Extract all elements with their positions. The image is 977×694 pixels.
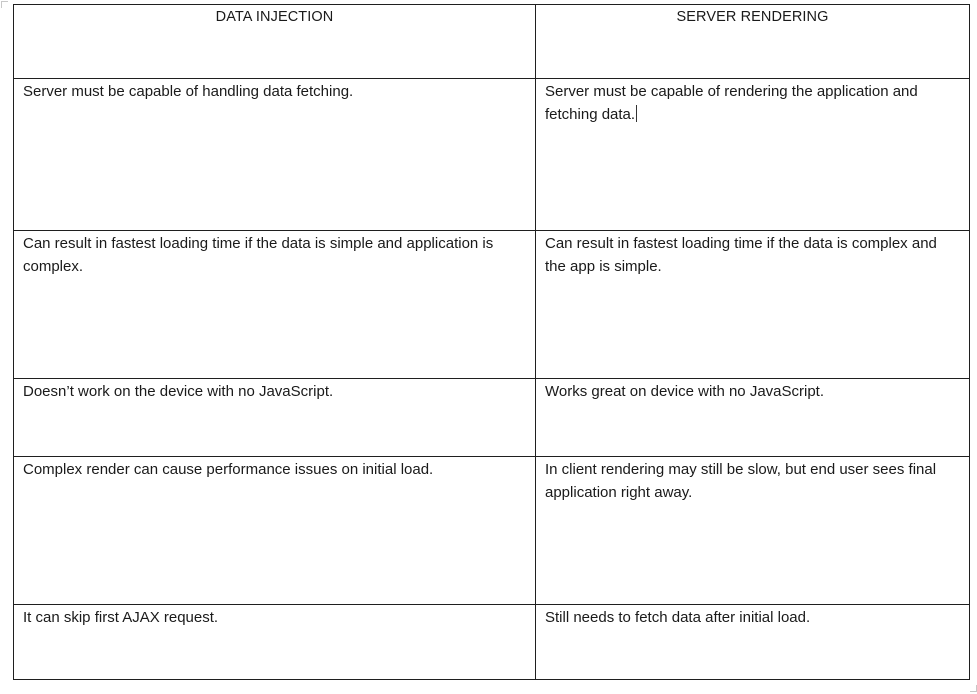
table-row (14, 79, 970, 231)
cell-text (536, 79, 969, 126)
table-row (14, 231, 970, 379)
cell-text-content: Server must be capable of rendering the application and fetching data. (545, 83, 918, 123)
page-corner-marker (1, 1, 8, 8)
comparison-table (13, 4, 970, 680)
table-cell[interactable] (536, 379, 970, 457)
cell-text: Still needs to fetch data after initial load. (545, 609, 811, 626)
text-cursor (636, 105, 637, 122)
table-cell[interactable] (536, 231, 970, 379)
table-row (14, 605, 970, 680)
cell-text: In client rendering may still be slow, but end user sees final application right away. (545, 461, 937, 501)
table-cell[interactable] (14, 379, 536, 457)
table-cell[interactable] (14, 231, 536, 379)
table-cell[interactable] (536, 457, 970, 605)
table-cell[interactable] (14, 605, 536, 680)
cell-text: Can result in fastest loading time if the data is complex and the app is simple. (545, 235, 937, 275)
cell-text: It can skip first AJAX request. (23, 609, 219, 626)
table-cell[interactable] (14, 79, 536, 231)
page-corner-marker (970, 685, 977, 692)
header-server-rendering[interactable]: SERVER RENDERING (536, 5, 970, 79)
header-data-injection[interactable]: DATA INJECTION (14, 5, 536, 79)
cell-text: Can result in fastest loading time if the data is simple and application is complex. (23, 235, 494, 275)
cell-text: Server must be capable of handling data fetching. (23, 83, 354, 100)
cell-text: Doesn’t work on the device with no JavaScript. (23, 383, 334, 400)
cell-text: Works great on device with no JavaScript. (545, 383, 825, 400)
table-row (14, 379, 970, 457)
table-cell[interactable] (536, 605, 970, 680)
table-cell[interactable] (14, 457, 536, 605)
table-header-row (14, 5, 970, 79)
table-cell[interactable] (536, 79, 970, 231)
cell-text: Complex render can cause performance issues on initial load. (23, 461, 434, 478)
table-row (14, 457, 970, 605)
